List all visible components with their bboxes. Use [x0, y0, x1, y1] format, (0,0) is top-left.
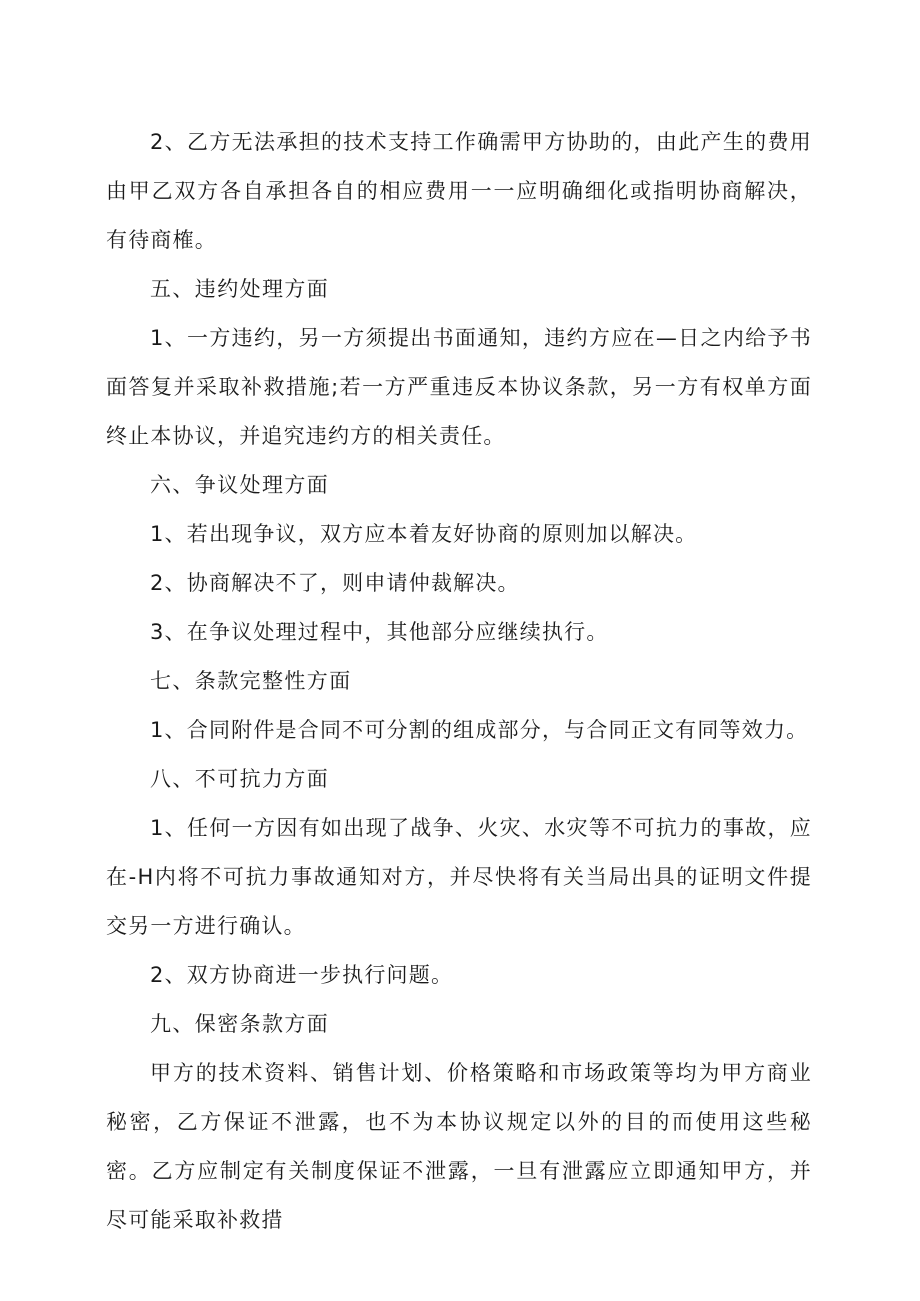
section-heading-confidentiality: 九、保密条款方面 — [150, 1012, 330, 1036]
paragraph-dispute-negotiation: 1、若出现争议，双方应本着友好协商的原则加以解决。 — [150, 522, 698, 546]
paragraph-dispute-continue: 3、在争议处理过程中，其他部分应继续执行。 — [150, 620, 609, 644]
paragraph-confidentiality: 甲方的技术资料、销售计划、价格策略和市场政策等均为甲方商业秘密，乙方保证不泄露，也不为本协议规定以外的目的而使用这些秘密。乙方应制定有关制度保证不泄露，一旦有泄露应立即通知甲方，并尽可能采取补救措 — [106, 1061, 812, 1232]
paragraph-force-majeure-negotiation: 2、双方协商进一步执行问题。 — [150, 963, 454, 987]
paragraph-breach-handling: 1、一方违约，另一方须提出书面通知，违约方应在—日之内给予书面答复并采取补救措施;若一方严重违反本协议条款，另一方有权单方面终止本协议，并追究违约方的相关责任。 — [106, 326, 812, 448]
section-heading-breach: 五、违约处理方面 — [150, 277, 330, 301]
section-heading-dispute: 六、争议处理方面 — [150, 473, 330, 497]
section-heading-force-majeure: 八、不可抗力方面 — [150, 767, 330, 791]
section-heading-completeness: 七、条款完整性方面 — [150, 669, 352, 693]
paragraph-tech-support-costs: 2、乙方无法承担的技术支持工作确需甲方协助的，由此产生的费用由甲乙双方各自承担各自的相应费用一一应明确细化或指明协商解决，有待商榷。 — [106, 130, 812, 252]
paragraph-force-majeure-notice: 1、任何一方因有如出现了战争、火灾、水灾等不可抗力的事故，应在-H内将不可抗力事故通知对方，并尽快将有关当局出具的证明文件提交另一方进行确认。 — [106, 816, 812, 938]
paragraph-dispute-arbitration: 2、协商解决不了，则申请仲裁解决。 — [150, 571, 520, 595]
paragraph-attachments: 1、合同附件是合同不可分割的组成部分，与合同正文有同等效力。 — [150, 718, 809, 742]
